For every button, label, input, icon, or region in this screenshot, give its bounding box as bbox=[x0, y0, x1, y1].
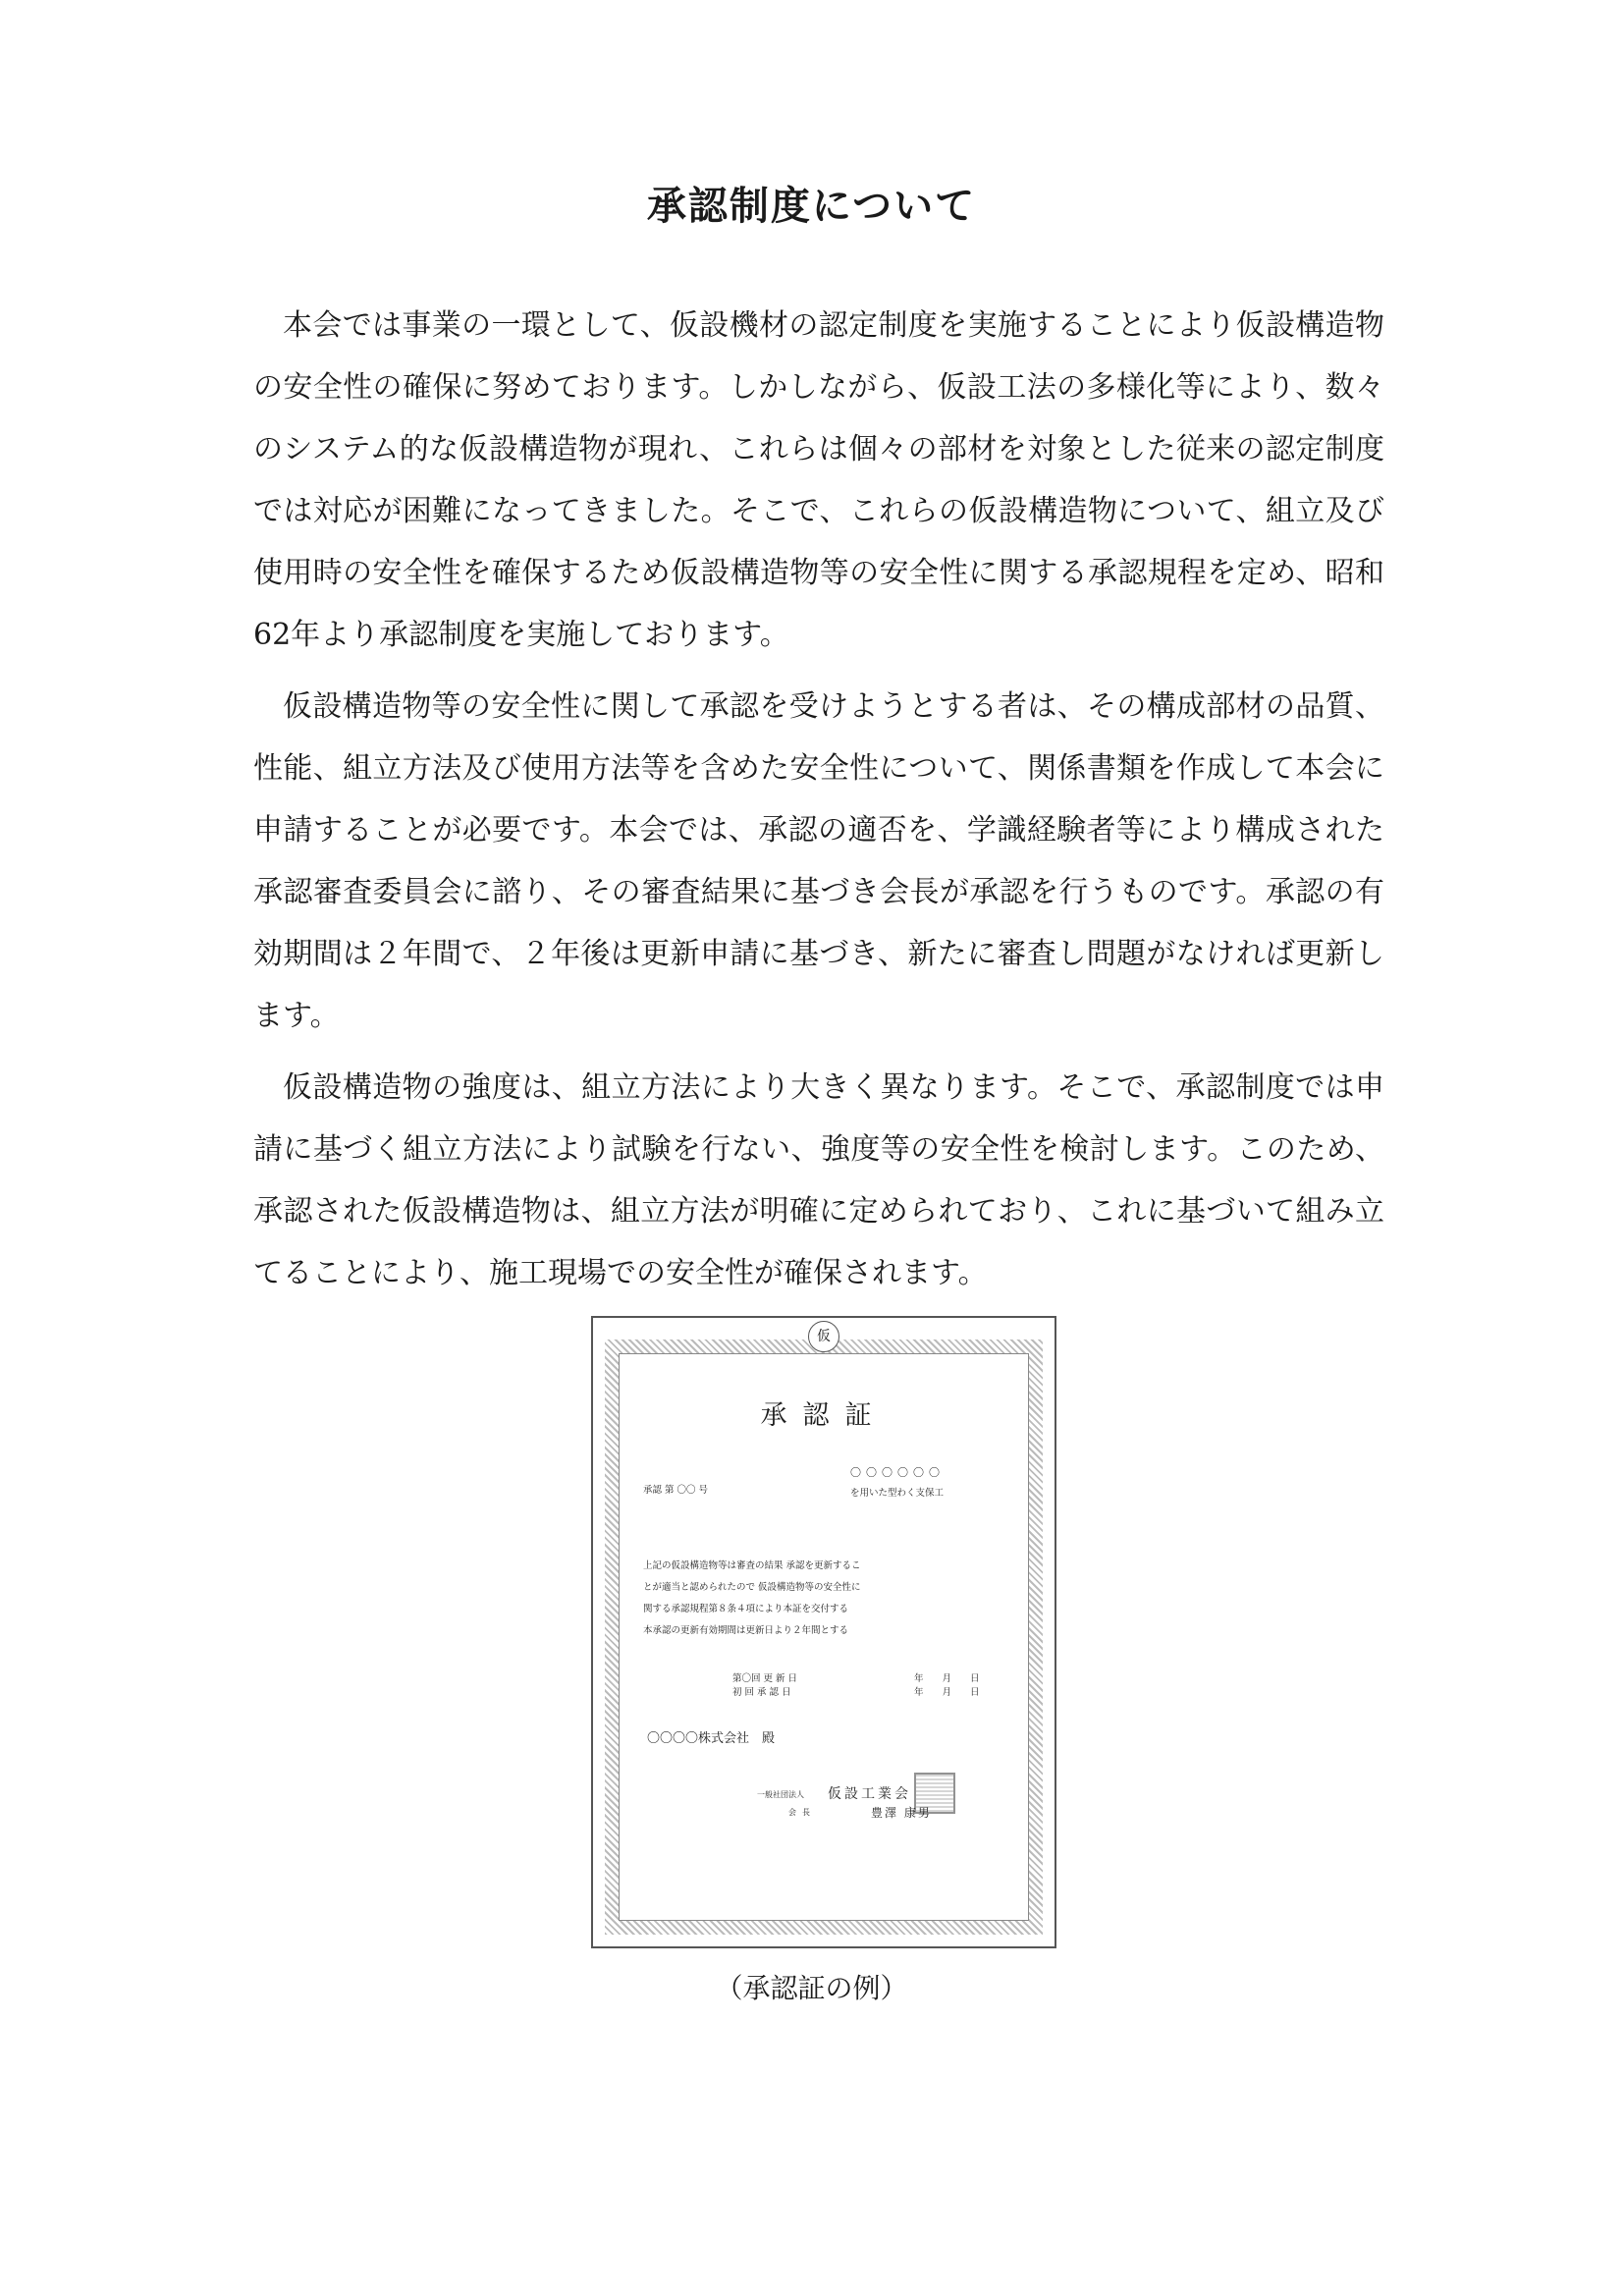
certificate-text-line: 関する承認規程第８条４項により本証を交付する bbox=[643, 1604, 849, 1614]
first-approval-date-value: 年 月 日 bbox=[914, 1687, 988, 1698]
certificate-number: 承認 第 〇〇 号 bbox=[643, 1485, 709, 1496]
certificate-recipient: 〇〇〇〇株式会社 殿 bbox=[647, 1731, 776, 1746]
certificate-text bbox=[643, 1556, 999, 1642]
certificate-text-line: 上記の仮設構造物等は審査の結果 承認を更新するこ bbox=[643, 1560, 861, 1571]
certificate-text-line: とが適当と認められたので 仮設構造物等の安全性に bbox=[643, 1582, 861, 1593]
organization-name: 仮設工業会 bbox=[828, 1786, 911, 1802]
certificate-ornamental-border bbox=[605, 1329, 1043, 1935]
certificate-seal-icon: 仮 bbox=[808, 1321, 839, 1352]
certificate-product-placeholder: 〇〇〇〇〇〇 bbox=[850, 1466, 945, 1479]
president-title: 会長 bbox=[788, 1808, 816, 1817]
paragraph-3: 仮設構造物の強度は、組立方法により大きく異なります。そこで、承認制度では申請に基づく組立方法により試験を行ない、強度等の安全性を検討します。このため、承認された仮設構造物は、組立方法が明確に定められており、これに基づいて組み立てることにより、施工現場での安全性が確保されます。 bbox=[253, 1070, 1384, 1290]
certificate-caption: （承認証の例） bbox=[715, 1972, 908, 2004]
certificate-product: を用いた型わく支保工 bbox=[850, 1488, 945, 1499]
body-text bbox=[253, 295, 1384, 1314]
certificate-body bbox=[619, 1329, 1029, 1921]
organization-prefix: 一般社団法人 bbox=[757, 1790, 804, 1799]
president-name: 豊澤 康男 bbox=[871, 1806, 932, 1820]
first-approval-date-label: 初 回 承 認 日 bbox=[732, 1687, 791, 1698]
certificate-title: 承認証 bbox=[760, 1400, 888, 1431]
paragraph-1: 本会では事業の一環として、仮設機材の認定制度を実施することにより仮設構造物の安全性の確保に努めております。しかしながら、仮設工法の多様化等により、数々のシステム的な仮設構造物が現れ、これらは個々の部材を対象とした従来の認定制度では対応が困難になってきました。そこで、これらの仮設構造物について、組立及び使用時の安全性を確保するため仮設構造物等の安全性に関する承認規程を定め、昭和62年より承認制度を実施しております。 bbox=[253, 308, 1384, 652]
certificate-image bbox=[591, 1316, 1056, 1948]
paragraph-2: 仮設構造物等の安全性に関して承認を受けようとする者は、その構成部材の品質、性能、組立方法及び使用方法等を含めた安全性について、関係書類を作成して本会に申請することが必要です。本会では、承認の適否を、学識経験者等により構成された承認審査委員会に諮り、その審査結果に基づき会長が承認を行うものです。承認の有効期間は２年間で、２年後は更新申請に基づき、新たに審査し問題がなければ更新します。 bbox=[253, 689, 1384, 1033]
renewal-date-label: 第〇回 更 新 日 bbox=[732, 1673, 798, 1684]
renewal-date-value: 年 月 日 bbox=[914, 1673, 988, 1684]
certificate-text-line: 本承認の更新有効期間は更新日より２年間とする bbox=[643, 1625, 849, 1636]
page-title: 承認制度について bbox=[646, 183, 977, 229]
